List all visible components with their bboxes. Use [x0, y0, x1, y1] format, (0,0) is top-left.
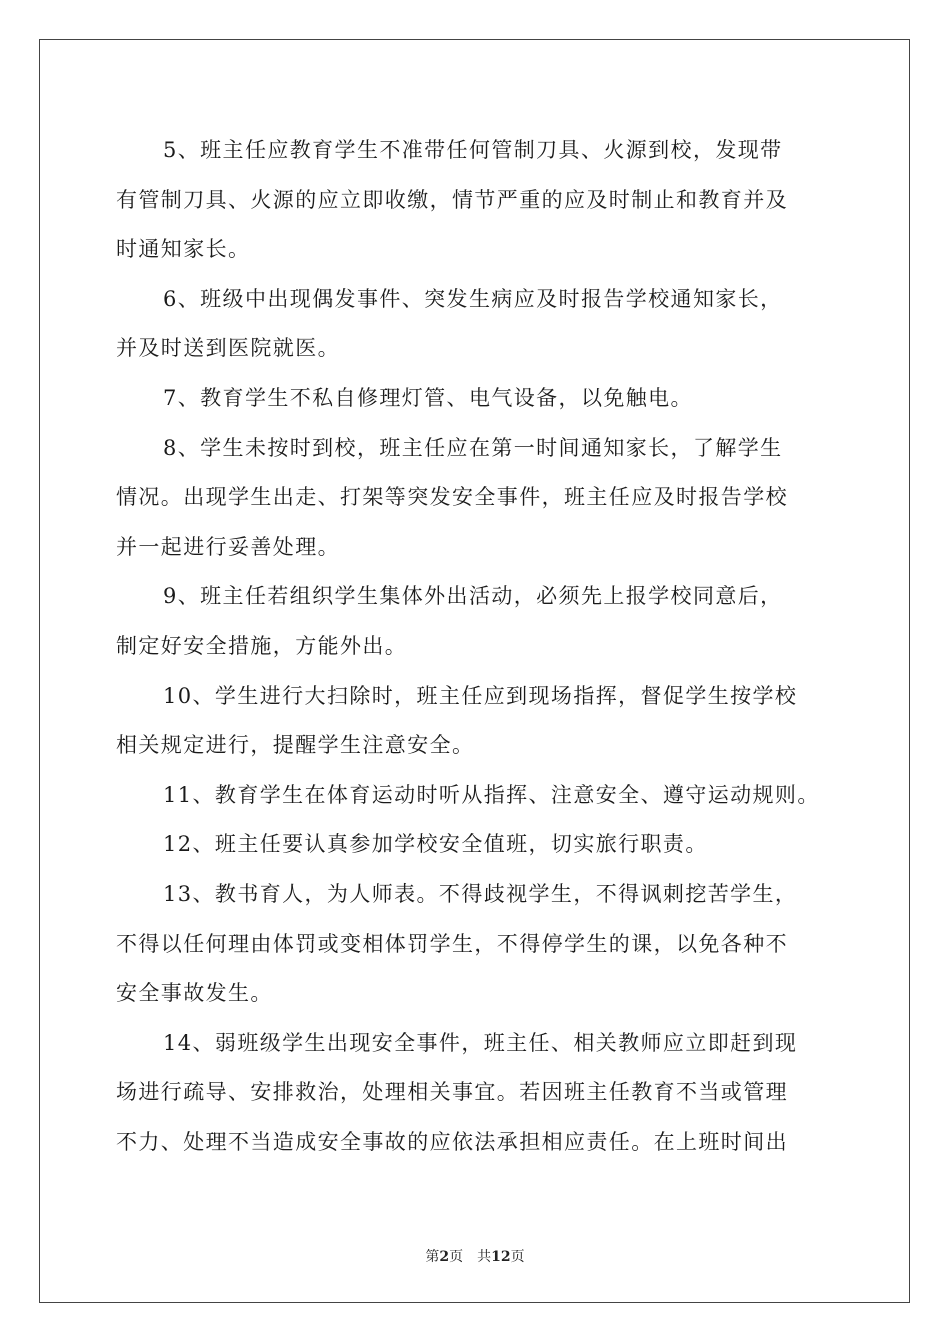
footer-total-prefix: 共	[477, 1249, 492, 1265]
text-line: 5、班主任应教育学生不准带任何管制刀具、火源到校，发现带	[163, 138, 783, 162]
text-line: 相关规定进行，提醒学生注意安全。	[116, 733, 475, 758]
footer-total-pages: 12	[491, 1249, 511, 1265]
footer-total-suffix: 页	[510, 1249, 525, 1265]
text-line: 情况。出现学生出走、打架等突发安全事件，班主任应及时报告学校	[116, 485, 788, 510]
page-footer	[0, 1246, 950, 1266]
text-line: 11、教育学生在体育运动时听从指挥、注意安全、遵守运动规则。	[163, 782, 820, 807]
text-line: 安全事故发生。	[116, 981, 273, 1006]
text-line: 13、教书育人，为人师表。不得歧视学生，不得讽刺挖苦学生，	[163, 881, 798, 906]
footer-page-suffix: 页	[449, 1249, 464, 1265]
text-line: 8、学生未按时到校，班主任应在第一时间通知家长，了解学生	[163, 435, 783, 460]
text-line: 场进行疏导、安排救治，处理相关事宜。若因班主任教育不当或管理	[116, 1080, 788, 1105]
text-line: 不力、处理不当造成安全事故的应依法承担相应责任。在上班时间出	[116, 1129, 788, 1154]
text-line: 10、学生进行大扫除时，班主任应到现场指挥，督促学生按学校	[163, 683, 798, 708]
text-line: 有管制刀具、火源的应立即收缴，情节严重的应及时制止和教育并及	[116, 187, 788, 212]
text-line: 7、教育学生不私自修理灯管、电气设备，以免触电。	[163, 385, 693, 410]
footer-page-number: 2	[439, 1249, 450, 1265]
text-line: 14、弱班级学生出现安全事件，班主任、相关教师应立即赶到现	[163, 1030, 798, 1055]
text-line: 制定好安全措施，方能外出。	[116, 633, 408, 658]
text-line: 不得以任何理由体罚或变相体罚学生，不得停学生的课，以免各种不	[116, 931, 788, 956]
text-line: 并一起进行妥善处理。	[116, 534, 340, 559]
text-line: 12、班主任要认真参加学校安全值班，切实旅行职责。	[163, 832, 708, 857]
text-line: 并及时送到医院就医。	[116, 336, 340, 361]
text-line: 时通知家长。	[116, 237, 251, 262]
footer-page-prefix: 第	[425, 1249, 440, 1265]
document-body	[116, 126, 838, 1167]
text-line: 9、班主任若组织学生集体外出活动，必须先上报学校同意后，	[163, 584, 783, 609]
text-line: 6、班级中出现偶发事件、突发生病应及时报告学校通知家长，	[163, 286, 783, 311]
